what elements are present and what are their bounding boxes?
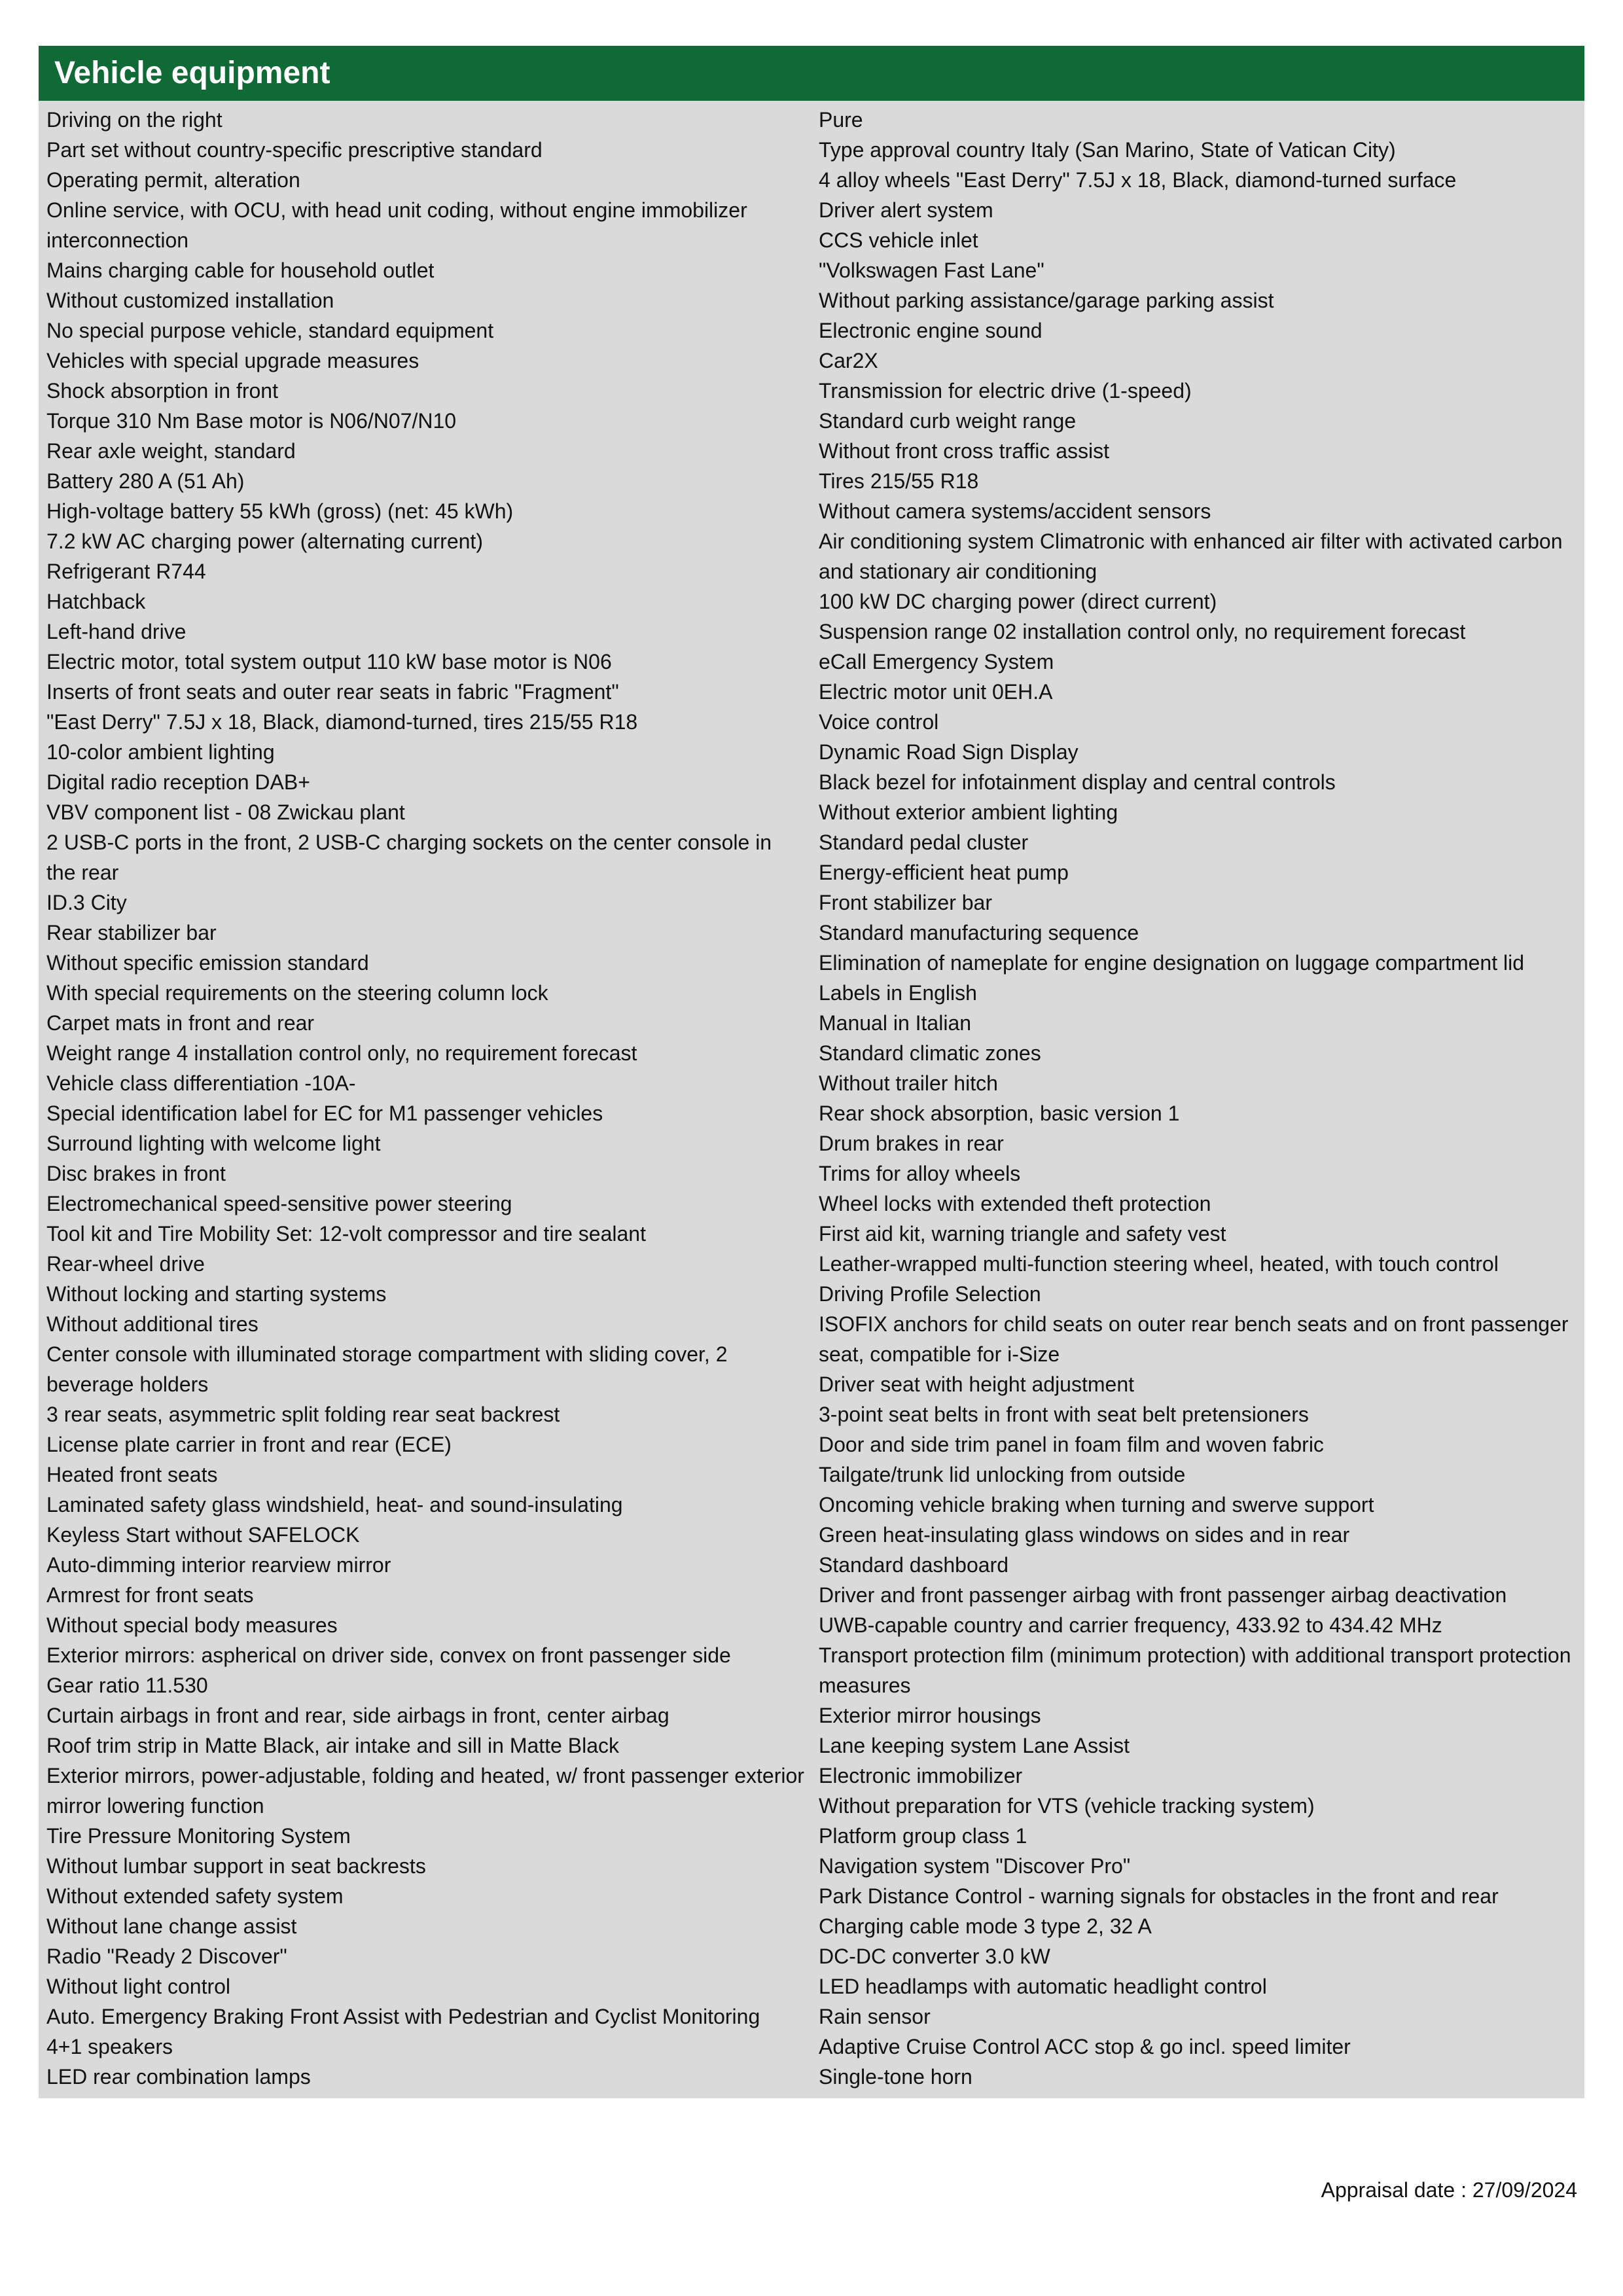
equipment-item: Auto. Emergency Braking Front Assist with Pedestrian and Cyclist Monitoring: [46, 2005, 760, 2028]
equipment-item: Navigation system "Discover Pro": [819, 1854, 1131, 1878]
equipment-item: Shock absorption in front: [46, 379, 278, 403]
equipment-item: Exterior mirrors, power-adjustable, folding and heated, w/ front passenger exterior mirror lowering function: [46, 1764, 804, 1818]
equipment-item: Exterior mirror housings: [819, 1704, 1041, 1727]
equipment-item: Lane keeping system Lane Assist: [819, 1734, 1130, 1757]
equipment-item: Without lumbar support in seat backrests: [46, 1854, 426, 1878]
equipment-item: Car2X: [819, 349, 878, 372]
equipment-item: Without camera systems/accident sensors: [819, 499, 1211, 523]
equipment-item: Without additional tires: [46, 1312, 259, 1336]
equipment-item: VBV component list - 08 Zwickau plant: [46, 800, 405, 824]
equipment-item: Standard dashboard: [819, 1553, 1008, 1577]
equipment-item: Driver and front passenger airbag with front passenger airbag deactivation: [819, 1583, 1507, 1607]
equipment-item: Laminated safety glass windshield, heat- and sound-insulating: [46, 1493, 623, 1516]
equipment-item: Wheel locks with extended theft protection: [819, 1192, 1211, 1215]
equipment-item: Part set without country-specific prescriptive standard: [46, 138, 543, 162]
equipment-item: Standard curb weight range: [819, 409, 1077, 433]
equipment-item: Electronic immobilizer: [819, 1764, 1023, 1787]
equipment-item: Elimination of nameplate for engine designation on luggage compartment lid: [819, 951, 1525, 975]
equipment-item: "Volkswagen Fast Lane": [819, 259, 1044, 282]
equipment-item: Labels in English: [819, 981, 977, 1005]
equipment-item: Disc brakes in front: [46, 1162, 226, 1185]
equipment-item: Rear-wheel drive: [46, 1252, 205, 1276]
equipment-item: 4+1 speakers: [46, 2035, 173, 2058]
equipment-item: Tire Pressure Monitoring System: [46, 1824, 351, 1848]
equipment-column-right: [811, 105, 1584, 2092]
equipment-item: Electric motor unit 0EH.A: [819, 680, 1053, 704]
equipment-grid: [39, 101, 1584, 2098]
equipment-item: 10-color ambient lighting: [46, 740, 275, 764]
equipment-item: Armrest for front seats: [46, 1583, 254, 1607]
equipment-item: Drum brakes in rear: [819, 1132, 1004, 1155]
equipment-item: eCall Emergency System: [819, 650, 1054, 673]
equipment-item: Exterior mirrors: aspherical on driver side, convex on front passenger side: [46, 1643, 731, 1667]
equipment-item: Without specific emission standard: [46, 951, 369, 975]
equipment-item: Oncoming vehicle braking when turning and swerve support: [819, 1493, 1374, 1516]
equipment-item: Voice control: [819, 710, 939, 734]
equipment-item: High-voltage battery 55 kWh (gross) (net: 45 kWh): [46, 499, 514, 523]
equipment-item: Manual in Italian: [819, 1011, 972, 1035]
equipment-item: Roof trim strip in Matte Black, air intake and sill in Matte Black: [46, 1734, 619, 1757]
equipment-item: Battery 280 A (51 Ah): [46, 469, 245, 493]
equipment-item: UWB-capable country and carrier frequency, 433.92 to 434.42 MHz: [819, 1613, 1442, 1637]
equipment-item: Without special body measures: [46, 1613, 338, 1637]
equipment-item: Dynamic Road Sign Display: [819, 740, 1079, 764]
equipment-item: Green heat-insulating glass windows on sides and in rear: [819, 1523, 1350, 1547]
equipment-item: Mains charging cable for household outlet: [46, 259, 435, 282]
equipment-item: 3 rear seats, asymmetric split folding rear seat backrest: [46, 1403, 560, 1426]
equipment-item: Hatchback: [46, 590, 146, 613]
equipment-column-left: [39, 105, 811, 2092]
equipment-item: Electric motor, total system output 110 kW base motor is N06: [46, 650, 612, 673]
equipment-item: 2 USB-C ports in the front, 2 USB-C charging sockets on the center console in the rear: [46, 831, 772, 884]
equipment-item: 7.2 kW AC charging power (alternating current): [46, 529, 483, 553]
equipment-item: Energy-efficient heat pump: [819, 861, 1069, 884]
equipment-item: Park Distance Control - warning signals for obstacles in the front and rear: [819, 1884, 1499, 1908]
equipment-item: Without extended safety system: [46, 1884, 344, 1908]
equipment-item: Rear axle weight, standard: [46, 439, 296, 463]
equipment-item: LED rear combination lamps: [46, 2065, 311, 2089]
equipment-item: Center console with illuminated storage compartment with sliding cover, 2 beverage holders: [46, 1342, 728, 1396]
equipment-item: Vehicles with special upgrade measures: [46, 349, 419, 372]
equipment-item: Charging cable mode 3 type 2, 32 A: [819, 1914, 1152, 1938]
equipment-item: Standard manufacturing sequence: [819, 921, 1139, 944]
equipment-item: 3-point seat belts in front with seat belt pretensioners: [819, 1403, 1309, 1426]
equipment-item: License plate carrier in front and rear (ECE): [46, 1433, 452, 1456]
equipment-item: Without locking and starting systems: [46, 1282, 387, 1306]
equipment-item: Online service, with OCU, with head unit coding, without engine immobilizer interconnection: [46, 198, 747, 252]
equipment-item: Tool kit and Tire Mobility Set: 12-volt compressor and tire sealant: [46, 1222, 646, 1246]
equipment-item: Auto-dimming interior rearview mirror: [46, 1553, 391, 1577]
equipment-item: No special purpose vehicle, standard equipment: [46, 319, 494, 342]
equipment-item: Curtain airbags in front and rear, side airbags in front, center airbag: [46, 1704, 669, 1727]
equipment-item: Platform group class 1: [819, 1824, 1027, 1848]
equipment-item: ISOFIX anchors for child seats on outer rear bench seats and on front passenger seat, compatible for i-Size: [819, 1312, 1569, 1366]
equipment-item: Pure: [819, 108, 863, 132]
equipment-item: Gear ratio 11.530: [46, 1674, 208, 1697]
equipment-item: Radio "Ready 2 Discover": [46, 1945, 287, 1968]
equipment-item: Without front cross traffic assist: [819, 439, 1109, 463]
equipment-item: Black bezel for infotainment display and central controls: [819, 770, 1336, 794]
equipment-item: Standard climatic zones: [819, 1041, 1041, 1065]
equipment-item: Electronic engine sound: [819, 319, 1043, 342]
equipment-item: Front stabilizer bar: [819, 891, 992, 914]
equipment-item: CCS vehicle inlet: [819, 228, 978, 252]
equipment-item: Driver alert system: [819, 198, 993, 222]
equipment-item: 100 kW DC charging power (direct current): [819, 590, 1217, 613]
equipment-item: Electromechanical speed-sensitive power steering: [46, 1192, 512, 1215]
equipment-item: Single-tone horn: [819, 2065, 972, 2089]
equipment-item: Driving Profile Selection: [819, 1282, 1041, 1306]
equipment-item: Without trailer hitch: [819, 1071, 998, 1095]
equipment-item: "East Derry" 7.5J x 18, Black, diamond-turned, tires 215/55 R18: [46, 710, 638, 734]
equipment-item: Air conditioning system Climatronic with enhanced air filter with activated carbon and stationary air conditioning: [819, 529, 1563, 583]
equipment-item: Suspension range 02 installation control only, no requirement forecast: [819, 620, 1466, 643]
equipment-item: First aid kit, warning triangle and safety vest: [819, 1222, 1226, 1246]
equipment-item: Surround lighting with welcome light: [46, 1132, 381, 1155]
equipment-item: Without light control: [46, 1975, 231, 1998]
equipment-item: Special identification label for EC for M1 passenger vehicles: [46, 1102, 603, 1125]
appraisal-date: Appraisal date : 27/09/2024: [1321, 2178, 1577, 2202]
equipment-item: Without lane change assist: [46, 1914, 297, 1938]
equipment-item: Keyless Start without SAFELOCK: [46, 1523, 360, 1547]
equipment-item: Carpet mats in front and rear: [46, 1011, 315, 1035]
equipment-item: Door and side trim panel in foam film and woven fabric: [819, 1433, 1324, 1456]
equipment-item: Operating permit, alteration: [46, 168, 300, 192]
equipment-item: Tailgate/trunk lid unlocking from outside: [819, 1463, 1186, 1486]
equipment-item: Tires 215/55 R18: [819, 469, 979, 493]
section-header: [39, 46, 1584, 101]
section-title: Vehicle equipment: [54, 56, 330, 90]
vehicle-equipment-section: [39, 46, 1584, 2098]
equipment-item: Adaptive Cruise Control ACC stop & go incl. speed limiter: [819, 2035, 1351, 2058]
equipment-item: With special requirements on the steering column lock: [46, 981, 548, 1005]
equipment-item: Leather-wrapped multi-function steering wheel, heated, with touch control: [819, 1252, 1499, 1276]
equipment-item: Without exterior ambient lighting: [819, 800, 1118, 824]
equipment-item: Transport protection film (minimum protection) with additional transport protection measures: [819, 1643, 1571, 1697]
equipment-item: Heated front seats: [46, 1463, 218, 1486]
equipment-item: Driver seat with height adjustment: [819, 1372, 1134, 1396]
equipment-item: 4 alloy wheels "East Derry" 7.5J x 18, Black, diamond-turned surface: [819, 168, 1457, 192]
equipment-item: Rear stabilizer bar: [46, 921, 217, 944]
equipment-item: Without preparation for VTS (vehicle tracking system): [819, 1794, 1315, 1818]
equipment-item: Rain sensor: [819, 2005, 931, 2028]
equipment-item: Driving on the right: [46, 108, 223, 132]
equipment-item: Torque 310 Nm Base motor is N06/N07/N10: [46, 409, 457, 433]
equipment-item: Transmission for electric drive (1-speed): [819, 379, 1192, 403]
equipment-item: Vehicle class differentiation -10A-: [46, 1071, 356, 1095]
equipment-item: Rear shock absorption, basic version 1: [819, 1102, 1180, 1125]
equipment-item: DC-DC converter 3.0 kW: [819, 1945, 1050, 1968]
equipment-item: Type approval country Italy (San Marino, State of Vatican City): [819, 138, 1396, 162]
equipment-item: ID.3 City: [46, 891, 127, 914]
equipment-item: Digital radio reception DAB+: [46, 770, 310, 794]
equipment-item: Standard pedal cluster: [819, 831, 1029, 854]
equipment-item: LED headlamps with automatic headlight control: [819, 1975, 1267, 1998]
equipment-item: Without parking assistance/garage parking assist: [819, 289, 1274, 312]
equipment-item: Trims for alloy wheels: [819, 1162, 1021, 1185]
equipment-item: Left-hand drive: [46, 620, 187, 643]
equipment-item: Weight range 4 installation control only, no requirement forecast: [46, 1041, 637, 1065]
equipment-item: Inserts of front seats and outer rear seats in fabric "Fragment": [46, 680, 619, 704]
equipment-item: Without customized installation: [46, 289, 334, 312]
equipment-item: Refrigerant R744: [46, 560, 206, 583]
